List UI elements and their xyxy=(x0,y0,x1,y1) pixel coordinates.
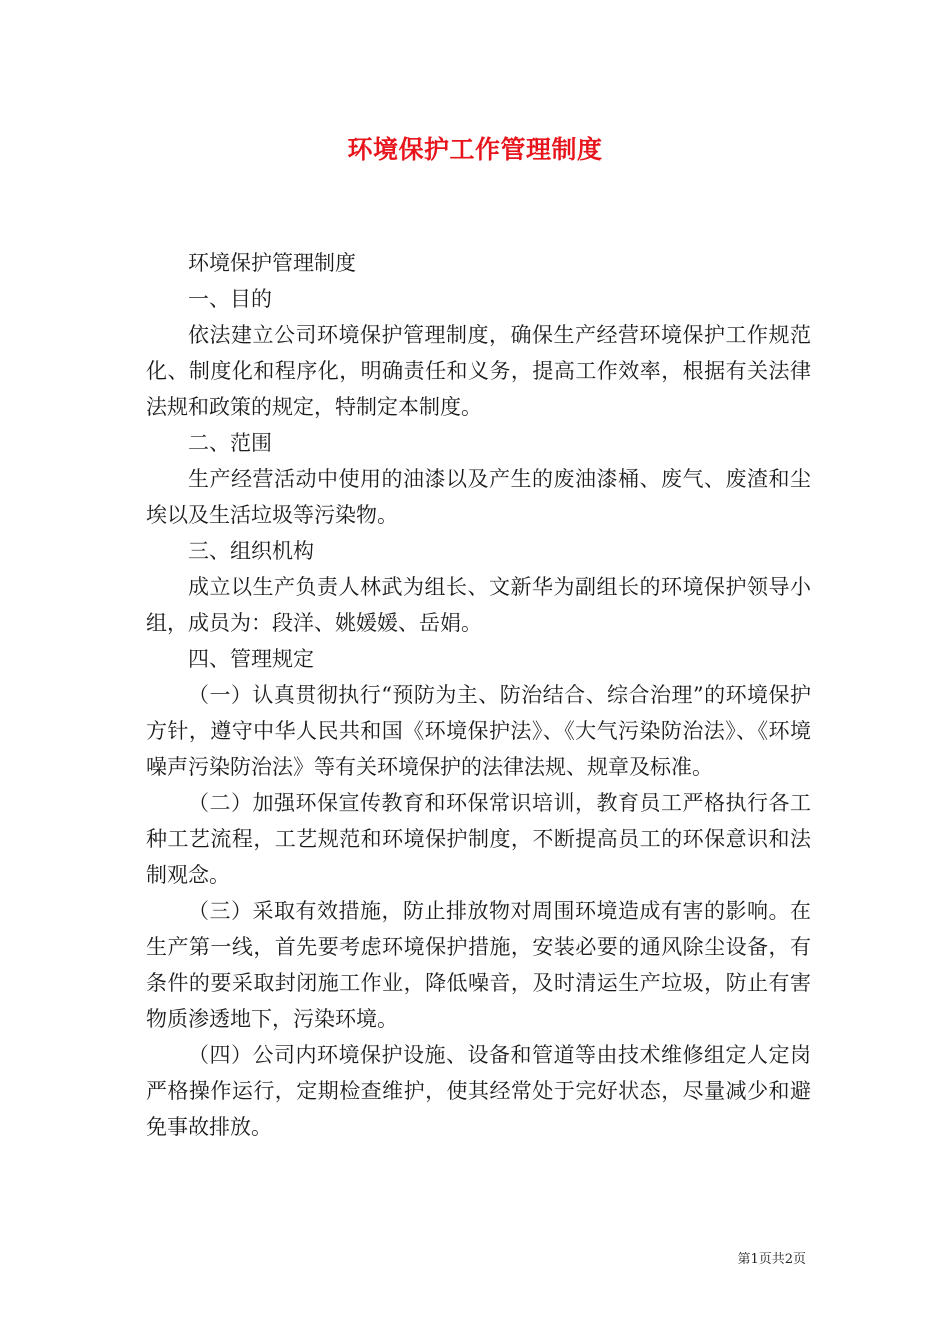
document-title: 环境保护工作管理制度 xyxy=(347,135,603,164)
section-paragraph: 生产经营活动中使用的油漆以及产生的废油漆桶、废气、废渣和尘埃以及生活垃圾等污染物。 xyxy=(146,467,811,527)
regulation-item-1: （一）认真贯彻执行“预防为主、防治结合、综合治理”的环境保护方针，遵守中华人民共和国《环境保护法》、《大气污染防治法》、《环境噪声污染防治法》等有关环境保护的法律法规、规章及标准。 xyxy=(146,683,811,779)
page-number: 第1页共2页 xyxy=(737,1252,806,1267)
section-paragraph: 成立以生产负责人林武为组长、文新华为副组长的环境保护领导小组，成员为：段洋、姚媛媛、岳娟。 xyxy=(146,575,811,635)
section-heading-regulations: 四、管理规定 xyxy=(188,647,314,671)
regulation-item-2: （二）加强环保宣传教育和环保常识培训，教育员工严格执行各工种工艺流程，工艺规范和环境保护制度，不断提高员工的环保意识和法制观念。 xyxy=(146,791,811,887)
regulation-item-3: （三）采取有效措施，防止排放物对周围环境造成有害的影响。在生产第一线，首先要考虑环境保护措施，安装必要的通风除尘设备，有条件的要采取封闭施工作业，降低噪音，及时清运生产垃圾，防止有害物质渗透地下，污染环境。 xyxy=(146,899,811,1031)
section-heading-scope: 二、范围 xyxy=(188,431,272,455)
section-paragraph: 依法建立公司环境保护管理制度，确保生产经营环境保护工作规范化、制度化和程序化，明确责任和义务，提高工作效率，根据有关法律法规和政策的规定，特制定本制度。 xyxy=(146,323,811,419)
section-heading-purpose: 一、目的 xyxy=(188,287,272,311)
section-heading-organization: 三、组织机构 xyxy=(188,539,314,563)
regulation-item-4: （四）公司内环境保护设施、设备和管道等由技术维修组定人定岗严格操作运行，定期检查维护，使其经常处于完好状态，尽量减少和避免事故排放。 xyxy=(146,1043,811,1139)
document-subtitle: 环境保护管理制度 xyxy=(188,251,356,275)
document-body xyxy=(146,245,811,1145)
